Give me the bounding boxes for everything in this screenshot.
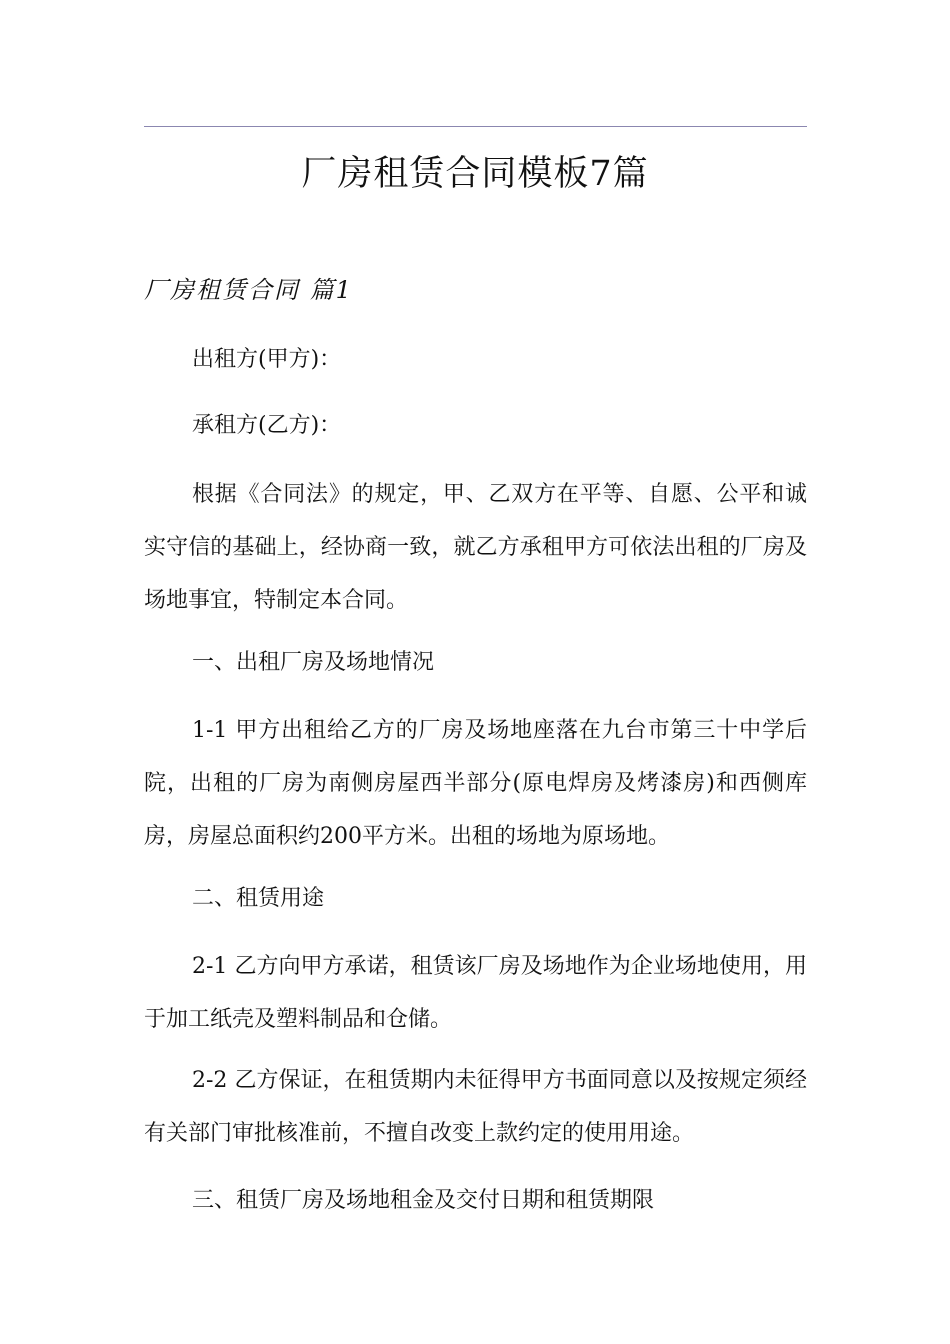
section-heading: 厂房租赁合同 篇1 [144,276,353,304]
paragraph-lessor: 出租方(甲方)： [192,347,342,372]
paragraph-clause-1-1: 1-1 甲方出租给乙方的厂房及场地座落在九台市第三十中学后院，出租的厂房为南侧房屋西半部分(原电焊房及烤漆房)和西侧库房，房屋总面积约200平方米。出租的场地为原场地。 [144,718,807,849]
paragraph-lessee: 承租方(乙方)： [192,413,342,438]
paragraph-clause-1-heading: 一、出租厂房及场地情况 [192,650,435,675]
paragraph-clause-2-heading: 二、租赁用途 [192,886,325,911]
paragraph-clause-2-2: 2-2 乙方保证，在租赁期内未征得甲方书面同意以及按规定须经有关部门审批核准前，不擅自改变上款约定的使用用途。 [144,1068,807,1146]
document-title: 厂房租赁合同模板7篇 [301,154,649,194]
paragraph-clause-3-heading: 三、租赁厂房及场地租金及交付日期和租赁期限 [192,1188,655,1213]
paragraph-clause-2-1: 2-1 乙方向甲方承诺，租赁该厂房及场地作为企业场地使用，用于加工纸壳及塑料制品和仓储。 [144,954,807,1032]
paragraph-preamble: 根据《合同法》的规定，甲、乙双方在平等、自愿、公平和诚实守信的基础上，经协商一致，就乙方承租甲方可依法出租的厂房及场地事宜，特制定本合同。 [144,482,807,613]
header-rule [144,126,807,127]
